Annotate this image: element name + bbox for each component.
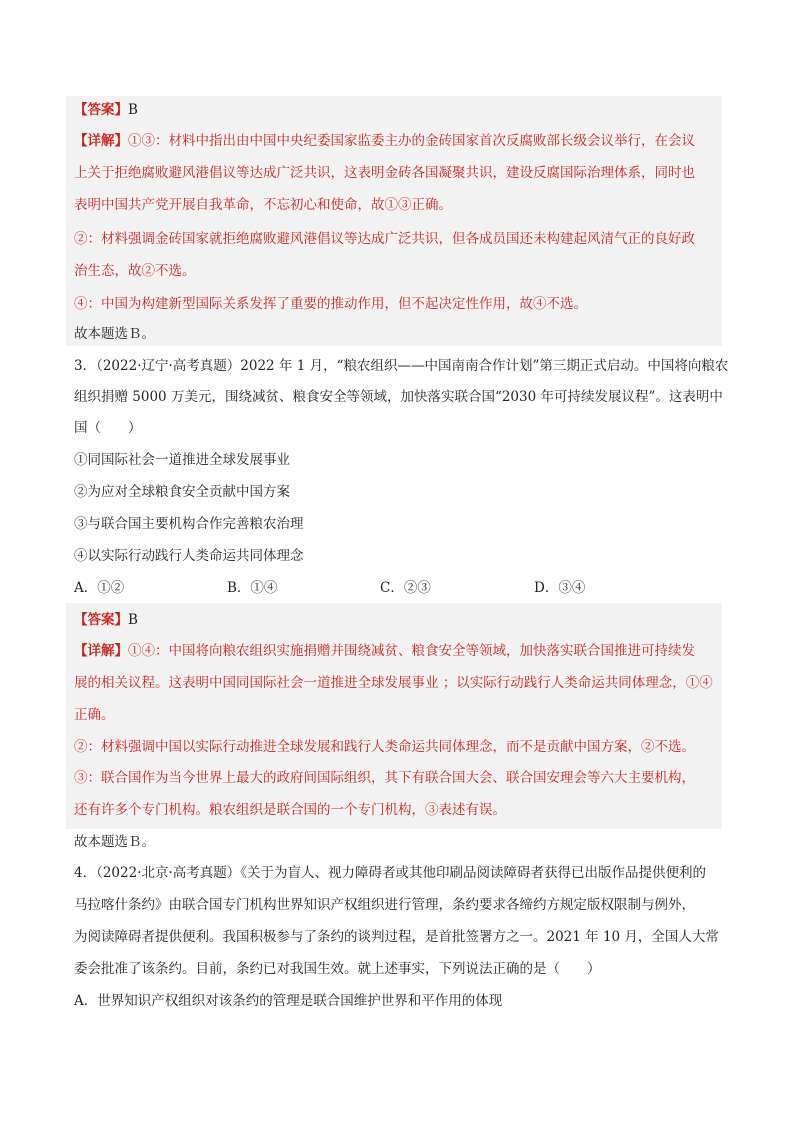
detail-line: ④：中国为构建新型国际关系发挥了重要的推动作用，但不起决定性作用，故④不选。 bbox=[74, 296, 587, 312]
statement-2: ②为应对全球粮食安全贡献中国方案 bbox=[74, 484, 290, 500]
detail-line: ②：材料强调中国以实际行动推进全球发展和践行人类命运共同体理念，而不是贡献中国方案，②不选。 bbox=[74, 739, 695, 755]
detail-text: ①③：材料中指出由中国中央纪委国家监委主办的金砖国家首次反腐败部长级会议举行，在会议 bbox=[128, 133, 695, 149]
option-a: A．世界知识产权组织对该条约的管理是联合国维护世界和平作用的体现 bbox=[74, 993, 503, 1009]
answer-tag: 【答案】 bbox=[74, 612, 128, 628]
statement-3: ③与联合国主要机构合作完善粮农治理 bbox=[74, 516, 304, 532]
answer-tag: 【答案】 bbox=[74, 102, 128, 118]
detail-tag: 【详解】 bbox=[74, 133, 128, 149]
answer-value: B bbox=[128, 612, 138, 628]
conclusion: 故本题选Ｂ。 bbox=[74, 326, 155, 342]
detail-line: 治生态，故②不选。 bbox=[74, 263, 196, 279]
question-3-line: 国（ ） bbox=[74, 420, 142, 436]
answer-line-2 bbox=[74, 610, 138, 630]
option-b: B．①④ bbox=[227, 580, 278, 596]
option-c: C．②③ bbox=[380, 580, 431, 596]
answer-value: B bbox=[128, 102, 138, 118]
detail-line: ③：联合国作为当今世界上最大的政府间国际组织，其下有联合国大会、联合国安理会等六大主要机构， bbox=[74, 770, 695, 786]
detail-line: 上关于拒绝腐败避风港倡议等达成广泛共识，这表明金砖各国凝聚共识，建设反腐国际治理体系，同时也 bbox=[74, 165, 695, 181]
detail-text: ①④：中国将向粮农组织实施捐赠并围绕减贫、粮食安全等领域，加快落实联合国推进可持续发 bbox=[128, 643, 695, 659]
question-3-line: 组织捐赠 5000 万美元，围绕减贫、粮食安全等领域，加快落实联合国“2030 年可持续发展议程”。这表明中 bbox=[74, 389, 723, 405]
detail-tag: 【详解】 bbox=[74, 643, 128, 659]
option-a: A．①② bbox=[74, 580, 125, 596]
question-4-line: 委会批准了该条约。目前，条约已对我国生效。就上述事实，下列说法正确的是（ ） bbox=[74, 961, 601, 977]
detail-line: 表明中国共产党开展自我革命，不忘初心和使命，故①③正确。 bbox=[74, 197, 452, 213]
question-4-line: 4．（2022·北京·高考真题）《关于为盲人、视力障碍者或其他印刷品阅读障碍者获得已出版作品提供便利的 bbox=[74, 865, 707, 881]
question-3-line: 3．（2022·辽宁·高考真题）2022 年 1 月，“粮农组织——中国南南合作计划”第三期正式启动。中国将向粮农 bbox=[74, 358, 729, 374]
detail-line bbox=[74, 641, 695, 661]
detail-line: 正确。 bbox=[74, 707, 115, 723]
answer-line-1 bbox=[74, 100, 138, 120]
conclusion: 故本题选Ｂ。 bbox=[74, 834, 155, 850]
question-4-line: 为阅读障碍者提供便利。我国积极参与了条约的谈判过程，是首批签署方之一。2021 年 10 月，全国人大常 bbox=[74, 929, 719, 945]
statement-4: ④以实际行动践行人类命运共同体理念 bbox=[74, 548, 304, 564]
statement-1: ①同国际社会一道推进全球发展事业 bbox=[74, 452, 290, 468]
detail-line bbox=[74, 131, 695, 151]
detail-line: ②：材料强调金砖国家就拒绝腐败避风港倡议等达成广泛共识，但各成员国还未构建起风清气正的良好政 bbox=[74, 231, 695, 247]
option-d: D．③④ bbox=[534, 580, 586, 596]
detail-line: 还有许多个专门机构。粮农组织是联合国的一个专门机构，③表述有误。 bbox=[74, 802, 506, 818]
detail-line: 展的相关议程。这表明中国同国际社会一道推进全球发展事业 ；以实际行动践行人类命运共同体理念，①④ bbox=[74, 675, 713, 691]
answer-block-2 bbox=[66, 603, 722, 829]
question-4-line: 马拉喀什条约》由联合国专门机构世界知识产权组织进行管理，条约要求各缔约方规定版权限制与例外， bbox=[74, 897, 695, 913]
